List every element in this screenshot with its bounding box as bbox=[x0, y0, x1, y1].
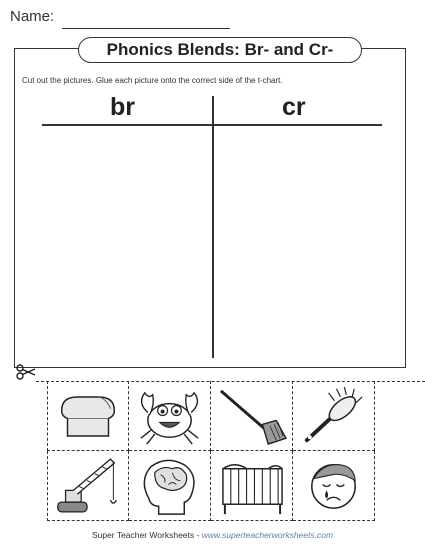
crib-icon bbox=[211, 451, 292, 520]
brain-icon bbox=[129, 451, 210, 520]
footer bbox=[0, 530, 425, 540]
picture-grid bbox=[47, 381, 375, 521]
bread-icon bbox=[48, 381, 128, 450]
brush-icon bbox=[293, 381, 374, 450]
column-header-br: br bbox=[110, 93, 135, 121]
picture-card-brain[interactable] bbox=[129, 451, 211, 521]
picture-card-crib[interactable] bbox=[211, 451, 293, 521]
broom-icon bbox=[211, 381, 292, 450]
picture-card-crying-face[interactable] bbox=[293, 451, 375, 521]
tchart-vertical-line bbox=[212, 96, 214, 358]
footer-brand: Super Teacher Worksheets - bbox=[91, 530, 202, 540]
column-header-cr: cr bbox=[282, 93, 306, 121]
crane-icon bbox=[48, 451, 128, 520]
name-label: Name: bbox=[10, 8, 55, 25]
tchart-frame bbox=[14, 48, 406, 368]
picture-card-broom[interactable] bbox=[211, 381, 293, 451]
picture-card-brush[interactable] bbox=[293, 381, 375, 451]
worksheet-title: Phonics Blends: Br- and Cr- bbox=[78, 37, 362, 63]
crying-face-icon bbox=[293, 451, 374, 520]
picture-card-crane[interactable] bbox=[47, 451, 129, 521]
footer-url[interactable]: www.superteacherworksheets.com bbox=[201, 530, 334, 540]
picture-card-bread[interactable] bbox=[47, 381, 129, 451]
name-line bbox=[62, 28, 230, 29]
scissors-icon bbox=[16, 364, 36, 380]
instructions: Cut out the pictures. Glue each picture onto the correct side of the t-chart. bbox=[22, 76, 283, 85]
picture-card-crab[interactable] bbox=[129, 381, 211, 451]
crab-icon bbox=[129, 381, 210, 450]
